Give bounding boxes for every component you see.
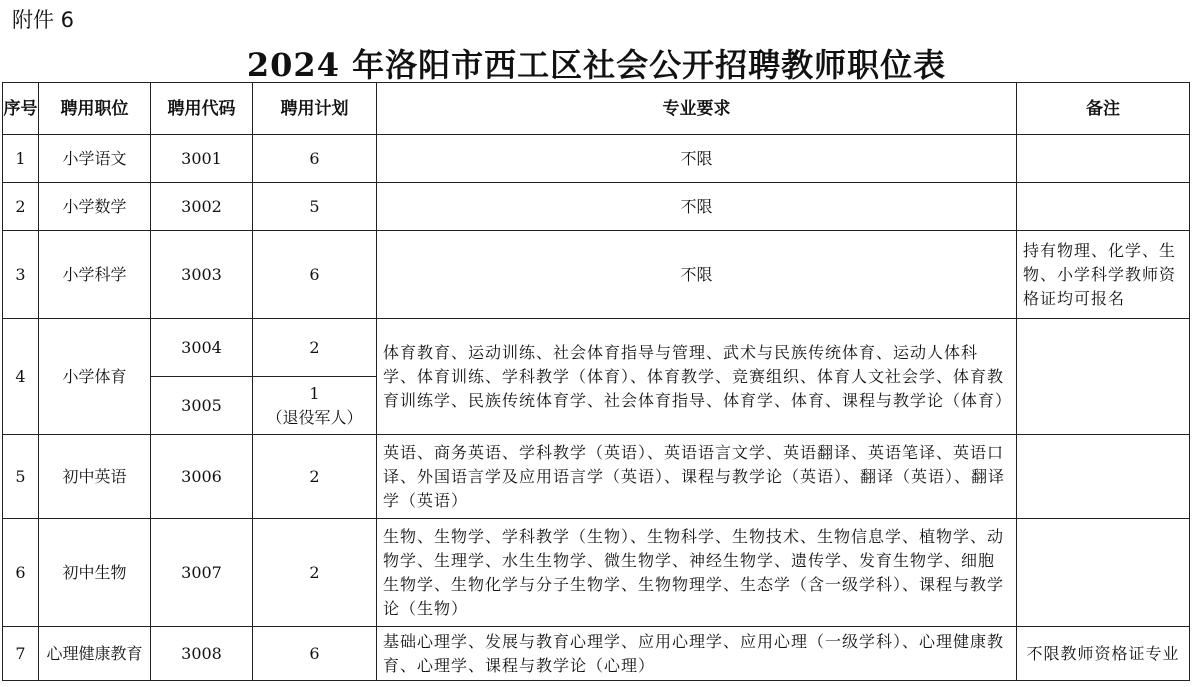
table-header-row (3, 83, 1190, 135)
row-plan: 6 (253, 135, 377, 183)
row-seq: 4 (3, 319, 39, 435)
header-notes: 备注 (1017, 83, 1190, 135)
row-seq: 2 (3, 183, 39, 231)
row-code: 3007 (151, 519, 253, 627)
row-code: 3006 (151, 435, 253, 519)
header-seq: 序号 (3, 83, 39, 135)
attachment-label: 附件 6 (12, 8, 75, 32)
row-notes: 不限教师资格证专业 (1017, 627, 1190, 681)
row-seq: 5 (3, 435, 39, 519)
row-requirements: 基础心理学、发展与教育心理学、应用心理学、应用心理（一级学科）、心理健康教育、心理学、课程与教学论（心理） (377, 627, 1017, 681)
row-requirements: 生物、生物学、学科教学（生物）、生物科学、生物技术、生物信息学、植物学、动物学、生理学、水生生物学、微生物学、神经生物学、遗传学、发育生物学、细胞生物学、生物化学与分子生物学、生物物理学、生态学（含一级学科）、课程与教学论（生物） (377, 519, 1017, 627)
row-position: 小学体育 (39, 319, 151, 435)
row-requirements: 英语、商务英语、学科教学（英语）、英语语言文学、英语翻译、英语笔译、英语口译、外国语言学及应用语言学（英语）、课程与教学论（英语）、翻译（英语）、翻译学（英语） (377, 435, 1017, 519)
table-row (3, 519, 1190, 627)
header-position: 聘用职位 (39, 83, 151, 135)
row-notes (1017, 519, 1190, 627)
row-seq: 7 (3, 627, 39, 681)
table-row (3, 627, 1190, 681)
row-seq: 6 (3, 519, 39, 627)
row-requirements: 体育教育、运动训练、社会体育指导与管理、武术与民族传统体育、运动人体科学、体育训练、学科教学（体育）、体育教学、竞赛组织、体育人文社会学、体育教育训练学、民族传统体育学、社会体育指导、体育学、体育、课程与教学论（体育） (377, 319, 1017, 435)
row-seq: 1 (3, 135, 39, 183)
positions-table (2, 82, 1190, 681)
row-position: 心理健康教育 (39, 627, 151, 681)
row-plan: 2 (253, 319, 377, 377)
row-position: 小学数学 (39, 183, 151, 231)
table-row (3, 135, 1190, 183)
row-plan: 5 (253, 183, 377, 231)
row-requirements: 不限 (377, 183, 1017, 231)
header-code: 聘用代码 (151, 83, 253, 135)
header-plan: 聘用计划 (253, 83, 377, 135)
row-plan-secondary-note: （退役军人） (266, 407, 363, 427)
table-row (3, 231, 1190, 319)
page-title: 2024 年洛阳市西工区社会公开招聘教师职位表 (246, 46, 947, 84)
row-position: 初中生物 (39, 519, 151, 627)
row-code: 3003 (151, 231, 253, 319)
row-notes (1017, 183, 1190, 231)
row-code: 3001 (151, 135, 253, 183)
row-plan: 6 (253, 231, 377, 319)
row-position: 小学科学 (39, 231, 151, 319)
row-plan-secondary-value: 1 (309, 383, 320, 403)
row-position: 初中英语 (39, 435, 151, 519)
row-notes (1017, 135, 1190, 183)
row-notes: 持有物理、化学、生物、小学科学教师资格证均可报名 (1017, 231, 1190, 319)
row-plan-secondary (253, 377, 377, 435)
row-notes (1017, 319, 1190, 435)
row-notes (1017, 435, 1190, 519)
row-requirements: 不限 (377, 231, 1017, 319)
table-row (3, 183, 1190, 231)
header-requirements: 专业要求 (377, 83, 1017, 135)
row-plan: 2 (253, 435, 377, 519)
row-requirements: 不限 (377, 135, 1017, 183)
row-code-secondary: 3005 (151, 377, 253, 435)
row-code: 3004 (151, 319, 253, 377)
row-code: 3002 (151, 183, 253, 231)
table-row (3, 435, 1190, 519)
table-row (3, 319, 1190, 377)
row-code: 3008 (151, 627, 253, 681)
row-plan: 2 (253, 519, 377, 627)
row-plan: 6 (253, 627, 377, 681)
row-seq: 3 (3, 231, 39, 319)
row-position: 小学语文 (39, 135, 151, 183)
